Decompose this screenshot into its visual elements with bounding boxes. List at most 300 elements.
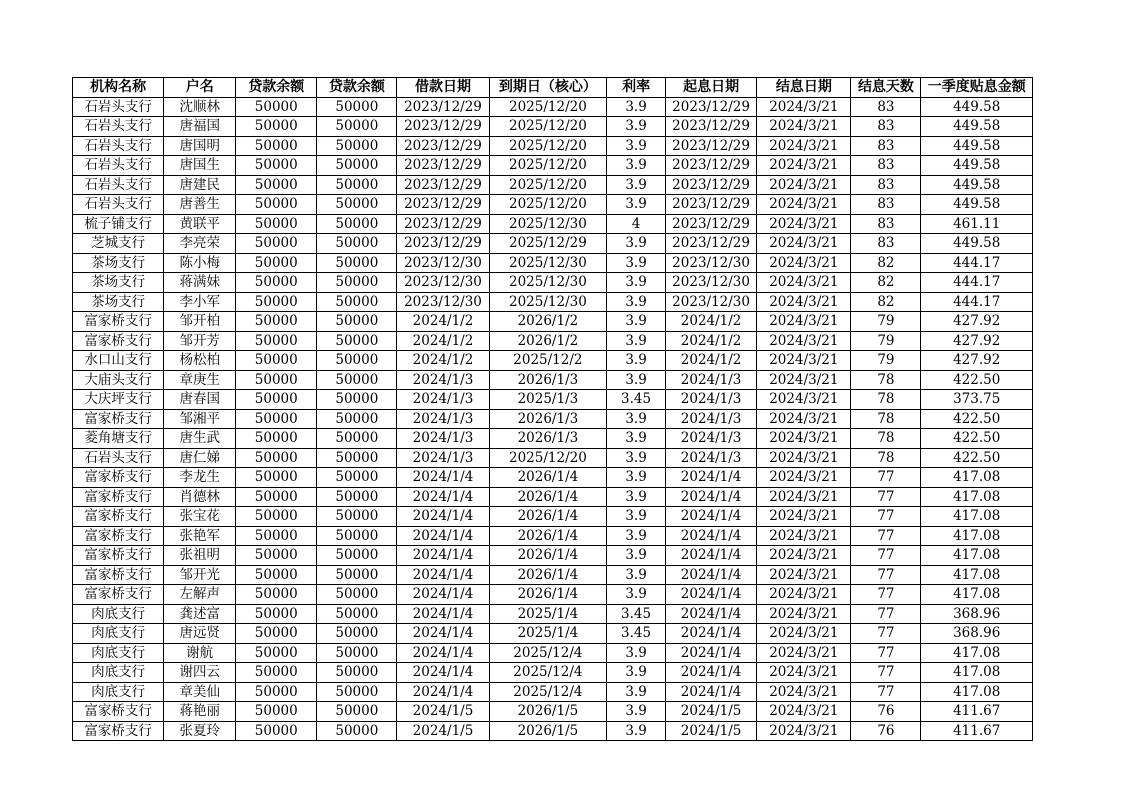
cell-settlement-days: 77 bbox=[851, 585, 921, 605]
cell-interest-rate: 3.9 bbox=[607, 546, 666, 566]
cell-loan-date: 2024/1/3 bbox=[397, 448, 489, 468]
cell-interest-rate: 3.9 bbox=[607, 292, 666, 312]
cell-interest-rate: 3.9 bbox=[607, 175, 666, 195]
cell-branch-name: 富家桥支行 bbox=[73, 331, 164, 351]
cell-settlement-date: 2024/3/21 bbox=[757, 292, 851, 312]
cell-settlement-date: 2024/3/21 bbox=[757, 448, 851, 468]
cell-account-name: 唐春国 bbox=[164, 390, 236, 410]
cell-loan-balance-2: 50000 bbox=[317, 175, 397, 195]
cell-branch-name: 肉底支行 bbox=[73, 643, 164, 663]
cell-value-date: 2024/1/5 bbox=[665, 721, 756, 741]
table-row bbox=[73, 331, 1033, 351]
cell-settlement-date: 2024/3/21 bbox=[757, 507, 851, 527]
cell-loan-date: 2024/1/3 bbox=[397, 409, 489, 429]
cell-account-name: 张宝花 bbox=[164, 507, 236, 527]
cell-loan-balance: 50000 bbox=[236, 507, 317, 527]
cell-maturity-date: 2025/12/20 bbox=[489, 136, 607, 156]
cell-q1-subsidy-amount: 427.92 bbox=[921, 331, 1033, 351]
cell-loan-balance: 50000 bbox=[236, 117, 317, 137]
cell-loan-balance: 50000 bbox=[236, 643, 317, 663]
cell-q1-subsidy-amount: 449.58 bbox=[921, 156, 1033, 176]
cell-loan-balance-2: 50000 bbox=[317, 97, 397, 117]
cell-loan-date: 2024/1/4 bbox=[397, 624, 489, 644]
cell-loan-balance-2: 50000 bbox=[317, 468, 397, 488]
table-row bbox=[73, 136, 1033, 156]
table-row bbox=[73, 585, 1033, 605]
cell-q1-subsidy-amount: 411.67 bbox=[921, 702, 1033, 722]
cell-interest-rate: 3.9 bbox=[607, 585, 666, 605]
cell-maturity-date: 2026/1/2 bbox=[489, 331, 607, 351]
cell-loan-balance: 50000 bbox=[236, 604, 317, 624]
cell-settlement-days: 77 bbox=[851, 565, 921, 585]
cell-account-name: 谢航 bbox=[164, 643, 236, 663]
cell-maturity-date: 2026/1/4 bbox=[489, 468, 607, 488]
cell-account-name: 唐国明 bbox=[164, 136, 236, 156]
cell-account-name: 张祖明 bbox=[164, 546, 236, 566]
cell-branch-name: 茶场支行 bbox=[73, 253, 164, 273]
cell-settlement-date: 2024/3/21 bbox=[757, 175, 851, 195]
cell-maturity-date: 2025/12/30 bbox=[489, 253, 607, 273]
cell-branch-name: 梳子铺支行 bbox=[73, 214, 164, 234]
cell-loan-balance-2: 50000 bbox=[317, 370, 397, 390]
cell-q1-subsidy-amount: 427.92 bbox=[921, 351, 1033, 371]
cell-interest-rate: 3.9 bbox=[607, 253, 666, 273]
cell-loan-date: 2024/1/4 bbox=[397, 682, 489, 702]
cell-settlement-days: 83 bbox=[851, 195, 921, 215]
cell-loan-date: 2023/12/30 bbox=[397, 273, 489, 293]
table-row bbox=[73, 156, 1033, 176]
cell-maturity-date: 2025/12/20 bbox=[489, 195, 607, 215]
cell-branch-name: 石岩头支行 bbox=[73, 175, 164, 195]
table-row bbox=[73, 702, 1033, 722]
cell-settlement-date: 2024/3/21 bbox=[757, 624, 851, 644]
cell-branch-name: 大庙头支行 bbox=[73, 370, 164, 390]
cell-value-date: 2024/1/4 bbox=[665, 526, 756, 546]
cell-settlement-date: 2024/3/21 bbox=[757, 234, 851, 254]
cell-loan-balance-2: 50000 bbox=[317, 331, 397, 351]
cell-loan-balance-2: 50000 bbox=[317, 234, 397, 254]
cell-interest-rate: 3.9 bbox=[607, 234, 666, 254]
cell-branch-name: 富家桥支行 bbox=[73, 546, 164, 566]
cell-settlement-days: 83 bbox=[851, 97, 921, 117]
cell-loan-balance-2: 50000 bbox=[317, 195, 397, 215]
cell-value-date: 2024/1/4 bbox=[665, 663, 756, 683]
cell-value-date: 2024/1/4 bbox=[665, 546, 756, 566]
cell-loan-balance-2: 50000 bbox=[317, 565, 397, 585]
cell-interest-rate: 3.9 bbox=[607, 409, 666, 429]
cell-settlement-date: 2024/3/21 bbox=[757, 331, 851, 351]
cell-q1-subsidy-amount: 422.50 bbox=[921, 448, 1033, 468]
table-row bbox=[73, 624, 1033, 644]
cell-account-name: 唐远贤 bbox=[164, 624, 236, 644]
cell-interest-rate: 3.9 bbox=[607, 370, 666, 390]
table-row bbox=[73, 565, 1033, 585]
header-loan-balance: 贷款余额 bbox=[236, 78, 317, 98]
cell-settlement-days: 83 bbox=[851, 175, 921, 195]
cell-value-date: 2023/12/29 bbox=[665, 175, 756, 195]
cell-account-name: 杨松柏 bbox=[164, 351, 236, 371]
cell-settlement-date: 2024/3/21 bbox=[757, 682, 851, 702]
cell-loan-date: 2024/1/2 bbox=[397, 351, 489, 371]
cell-maturity-date: 2026/1/4 bbox=[489, 487, 607, 507]
cell-loan-date: 2023/12/30 bbox=[397, 253, 489, 273]
cell-maturity-date: 2025/12/20 bbox=[489, 448, 607, 468]
cell-loan-balance: 50000 bbox=[236, 136, 317, 156]
cell-loan-balance-2: 50000 bbox=[317, 663, 397, 683]
cell-q1-subsidy-amount: 449.58 bbox=[921, 175, 1033, 195]
cell-settlement-days: 83 bbox=[851, 214, 921, 234]
cell-settlement-days: 79 bbox=[851, 312, 921, 332]
header-settlement-days: 结息天数 bbox=[851, 78, 921, 98]
cell-account-name: 张夏玲 bbox=[164, 721, 236, 741]
cell-settlement-days: 77 bbox=[851, 624, 921, 644]
cell-maturity-date: 2026/1/3 bbox=[489, 370, 607, 390]
cell-value-date: 2023/12/29 bbox=[665, 234, 756, 254]
cell-q1-subsidy-amount: 417.08 bbox=[921, 507, 1033, 527]
cell-q1-subsidy-amount: 444.17 bbox=[921, 253, 1033, 273]
cell-q1-subsidy-amount: 411.67 bbox=[921, 721, 1033, 741]
cell-settlement-date: 2024/3/21 bbox=[757, 136, 851, 156]
cell-q1-subsidy-amount: 373.75 bbox=[921, 390, 1033, 410]
cell-loan-balance-2: 50000 bbox=[317, 253, 397, 273]
cell-value-date: 2024/1/4 bbox=[665, 468, 756, 488]
cell-branch-name: 富家桥支行 bbox=[73, 565, 164, 585]
cell-branch-name: 芝城支行 bbox=[73, 234, 164, 254]
cell-settlement-days: 78 bbox=[851, 409, 921, 429]
cell-account-name: 黄联平 bbox=[164, 214, 236, 234]
cell-maturity-date: 2026/1/3 bbox=[489, 409, 607, 429]
cell-value-date: 2024/1/2 bbox=[665, 331, 756, 351]
cell-interest-rate: 3.9 bbox=[607, 507, 666, 527]
cell-settlement-date: 2024/3/21 bbox=[757, 585, 851, 605]
table-row bbox=[73, 409, 1033, 429]
cell-loan-balance-2: 50000 bbox=[317, 682, 397, 702]
cell-value-date: 2023/12/29 bbox=[665, 117, 756, 137]
cell-settlement-date: 2024/3/21 bbox=[757, 117, 851, 137]
cell-loan-balance: 50000 bbox=[236, 390, 317, 410]
cell-branch-name: 富家桥支行 bbox=[73, 526, 164, 546]
cell-account-name: 邹开芳 bbox=[164, 331, 236, 351]
cell-loan-balance: 50000 bbox=[236, 312, 317, 332]
cell-maturity-date: 2026/1/4 bbox=[489, 526, 607, 546]
header-account-name: 户名 bbox=[164, 78, 236, 98]
cell-value-date: 2023/12/29 bbox=[665, 214, 756, 234]
header-interest-rate: 利率 bbox=[607, 78, 666, 98]
cell-value-date: 2024/1/4 bbox=[665, 585, 756, 605]
cell-interest-rate: 3.9 bbox=[607, 351, 666, 371]
cell-settlement-days: 82 bbox=[851, 273, 921, 293]
table-body bbox=[73, 97, 1033, 741]
cell-loan-date: 2024/1/3 bbox=[397, 390, 489, 410]
cell-loan-date: 2024/1/4 bbox=[397, 643, 489, 663]
cell-loan-date: 2024/1/4 bbox=[397, 468, 489, 488]
cell-settlement-date: 2024/3/21 bbox=[757, 429, 851, 449]
cell-account-name: 唐国生 bbox=[164, 156, 236, 176]
cell-loan-balance-2: 50000 bbox=[317, 487, 397, 507]
cell-interest-rate: 3.9 bbox=[607, 526, 666, 546]
cell-loan-balance: 50000 bbox=[236, 487, 317, 507]
cell-loan-balance: 50000 bbox=[236, 253, 317, 273]
cell-value-date: 2024/1/4 bbox=[665, 643, 756, 663]
cell-maturity-date: 2026/1/4 bbox=[489, 585, 607, 605]
cell-settlement-days: 79 bbox=[851, 331, 921, 351]
cell-q1-subsidy-amount: 417.08 bbox=[921, 663, 1033, 683]
cell-q1-subsidy-amount: 368.96 bbox=[921, 604, 1033, 624]
cell-loan-balance-2: 50000 bbox=[317, 156, 397, 176]
header-q1-subsidy-amount: 一季度贴息金额 bbox=[921, 78, 1033, 98]
cell-settlement-date: 2024/3/21 bbox=[757, 546, 851, 566]
cell-maturity-date: 2026/1/4 bbox=[489, 507, 607, 527]
cell-loan-date: 2023/12/29 bbox=[397, 117, 489, 137]
cell-loan-balance: 50000 bbox=[236, 292, 317, 312]
cell-loan-balance: 50000 bbox=[236, 409, 317, 429]
cell-account-name: 邹开柏 bbox=[164, 312, 236, 332]
cell-interest-rate: 3.9 bbox=[607, 702, 666, 722]
cell-settlement-date: 2024/3/21 bbox=[757, 643, 851, 663]
cell-value-date: 2024/1/5 bbox=[665, 702, 756, 722]
cell-loan-balance-2: 50000 bbox=[317, 136, 397, 156]
cell-q1-subsidy-amount: 422.50 bbox=[921, 370, 1033, 390]
table-row bbox=[73, 429, 1033, 449]
table-row bbox=[73, 663, 1033, 683]
cell-maturity-date: 2025/12/29 bbox=[489, 234, 607, 254]
cell-loan-date: 2024/1/4 bbox=[397, 507, 489, 527]
cell-settlement-days: 77 bbox=[851, 468, 921, 488]
cell-maturity-date: 2025/12/30 bbox=[489, 214, 607, 234]
cell-settlement-days: 76 bbox=[851, 702, 921, 722]
cell-settlement-date: 2024/3/21 bbox=[757, 312, 851, 332]
cell-branch-name: 富家桥支行 bbox=[73, 507, 164, 527]
table-row bbox=[73, 390, 1033, 410]
cell-account-name: 陈小梅 bbox=[164, 253, 236, 273]
cell-value-date: 2024/1/2 bbox=[665, 351, 756, 371]
header-loan-balance-2: 贷款余额 bbox=[317, 78, 397, 98]
cell-settlement-days: 83 bbox=[851, 156, 921, 176]
cell-loan-date: 2024/1/4 bbox=[397, 604, 489, 624]
table-row bbox=[73, 487, 1033, 507]
cell-interest-rate: 3.9 bbox=[607, 487, 666, 507]
cell-q1-subsidy-amount: 461.11 bbox=[921, 214, 1033, 234]
cell-interest-rate: 3.9 bbox=[607, 448, 666, 468]
cell-settlement-days: 77 bbox=[851, 526, 921, 546]
cell-branch-name: 富家桥支行 bbox=[73, 468, 164, 488]
cell-q1-subsidy-amount: 449.58 bbox=[921, 195, 1033, 215]
cell-value-date: 2024/1/4 bbox=[665, 507, 756, 527]
cell-settlement-date: 2024/3/21 bbox=[757, 663, 851, 683]
table-row bbox=[73, 448, 1033, 468]
cell-maturity-date: 2025/12/20 bbox=[489, 175, 607, 195]
cell-loan-balance: 50000 bbox=[236, 214, 317, 234]
cell-settlement-days: 76 bbox=[851, 721, 921, 741]
table-row bbox=[73, 214, 1033, 234]
cell-branch-name: 富家桥支行 bbox=[73, 312, 164, 332]
cell-settlement-days: 83 bbox=[851, 117, 921, 137]
cell-settlement-days: 77 bbox=[851, 682, 921, 702]
cell-branch-name: 石岩头支行 bbox=[73, 117, 164, 137]
table-row bbox=[73, 604, 1033, 624]
cell-loan-date: 2023/12/29 bbox=[397, 97, 489, 117]
cell-loan-date: 2024/1/4 bbox=[397, 526, 489, 546]
cell-settlement-days: 78 bbox=[851, 370, 921, 390]
cell-settlement-days: 78 bbox=[851, 448, 921, 468]
cell-loan-balance-2: 50000 bbox=[317, 429, 397, 449]
cell-value-date: 2024/1/4 bbox=[665, 604, 756, 624]
cell-interest-rate: 3.45 bbox=[607, 624, 666, 644]
table-row bbox=[73, 175, 1033, 195]
cell-q1-subsidy-amount: 444.17 bbox=[921, 292, 1033, 312]
cell-account-name: 蒋满妹 bbox=[164, 273, 236, 293]
cell-loan-balance-2: 50000 bbox=[317, 214, 397, 234]
cell-loan-balance-2: 50000 bbox=[317, 448, 397, 468]
cell-account-name: 李亮荣 bbox=[164, 234, 236, 254]
cell-account-name: 蒋艳丽 bbox=[164, 702, 236, 722]
cell-account-name: 左解声 bbox=[164, 585, 236, 605]
header-branch-name: 机构名称 bbox=[73, 78, 164, 98]
cell-maturity-date: 2025/12/4 bbox=[489, 643, 607, 663]
cell-interest-rate: 3.9 bbox=[607, 117, 666, 137]
cell-maturity-date: 2026/1/3 bbox=[489, 429, 607, 449]
cell-value-date: 2024/1/4 bbox=[665, 624, 756, 644]
cell-q1-subsidy-amount: 417.08 bbox=[921, 526, 1033, 546]
cell-loan-date: 2024/1/4 bbox=[397, 565, 489, 585]
cell-value-date: 2024/1/3 bbox=[665, 409, 756, 429]
cell-settlement-days: 77 bbox=[851, 487, 921, 507]
cell-q1-subsidy-amount: 427.92 bbox=[921, 312, 1033, 332]
cell-account-name: 沈顺林 bbox=[164, 97, 236, 117]
cell-interest-rate: 3.9 bbox=[607, 682, 666, 702]
table-row bbox=[73, 97, 1033, 117]
cell-loan-balance: 50000 bbox=[236, 585, 317, 605]
cell-account-name: 唐仁娣 bbox=[164, 448, 236, 468]
cell-maturity-date: 2026/1/4 bbox=[489, 565, 607, 585]
cell-maturity-date: 2025/12/20 bbox=[489, 156, 607, 176]
cell-maturity-date: 2025/12/4 bbox=[489, 682, 607, 702]
cell-q1-subsidy-amount: 417.08 bbox=[921, 643, 1033, 663]
cell-loan-balance: 50000 bbox=[236, 526, 317, 546]
cell-loan-balance-2: 50000 bbox=[317, 351, 397, 371]
cell-interest-rate: 3.9 bbox=[607, 429, 666, 449]
cell-settlement-days: 77 bbox=[851, 643, 921, 663]
cell-loan-balance: 50000 bbox=[236, 273, 317, 293]
cell-interest-rate: 3.9 bbox=[607, 273, 666, 293]
table-row bbox=[73, 526, 1033, 546]
cell-loan-balance: 50000 bbox=[236, 97, 317, 117]
cell-loan-balance: 50000 bbox=[236, 351, 317, 371]
cell-maturity-date: 2025/12/20 bbox=[489, 97, 607, 117]
cell-branch-name: 石岩头支行 bbox=[73, 156, 164, 176]
cell-branch-name: 富家桥支行 bbox=[73, 702, 164, 722]
cell-branch-name: 石岩头支行 bbox=[73, 448, 164, 468]
cell-branch-name: 石岩头支行 bbox=[73, 97, 164, 117]
cell-loan-balance-2: 50000 bbox=[317, 312, 397, 332]
cell-settlement-date: 2024/3/21 bbox=[757, 214, 851, 234]
cell-branch-name: 茶场支行 bbox=[73, 292, 164, 312]
cell-loan-date: 2023/12/30 bbox=[397, 292, 489, 312]
cell-account-name: 章美仙 bbox=[164, 682, 236, 702]
subsidy-table bbox=[72, 77, 1033, 741]
cell-settlement-date: 2024/3/21 bbox=[757, 468, 851, 488]
cell-value-date: 2024/1/3 bbox=[665, 390, 756, 410]
cell-branch-name: 茶场支行 bbox=[73, 273, 164, 293]
table-row bbox=[73, 195, 1033, 215]
cell-loan-balance-2: 50000 bbox=[317, 292, 397, 312]
cell-loan-date: 2023/12/29 bbox=[397, 234, 489, 254]
cell-q1-subsidy-amount: 449.58 bbox=[921, 234, 1033, 254]
cell-q1-subsidy-amount: 422.50 bbox=[921, 409, 1033, 429]
cell-value-date: 2024/1/3 bbox=[665, 448, 756, 468]
cell-loan-balance-2: 50000 bbox=[317, 546, 397, 566]
cell-settlement-date: 2024/3/21 bbox=[757, 370, 851, 390]
cell-interest-rate: 3.9 bbox=[607, 136, 666, 156]
cell-maturity-date: 2026/1/4 bbox=[489, 546, 607, 566]
cell-branch-name: 石岩头支行 bbox=[73, 136, 164, 156]
cell-settlement-date: 2024/3/21 bbox=[757, 195, 851, 215]
cell-settlement-date: 2024/3/21 bbox=[757, 97, 851, 117]
cell-branch-name: 富家桥支行 bbox=[73, 721, 164, 741]
cell-maturity-date: 2025/1/4 bbox=[489, 604, 607, 624]
cell-value-date: 2023/12/29 bbox=[665, 195, 756, 215]
cell-account-name: 唐善生 bbox=[164, 195, 236, 215]
cell-loan-balance: 50000 bbox=[236, 195, 317, 215]
cell-maturity-date: 2025/1/4 bbox=[489, 624, 607, 644]
cell-value-date: 2024/1/3 bbox=[665, 370, 756, 390]
cell-branch-name: 肉底支行 bbox=[73, 682, 164, 702]
cell-settlement-days: 78 bbox=[851, 429, 921, 449]
cell-q1-subsidy-amount: 417.08 bbox=[921, 585, 1033, 605]
cell-settlement-days: 77 bbox=[851, 604, 921, 624]
cell-account-name: 唐建民 bbox=[164, 175, 236, 195]
cell-value-date: 2024/1/3 bbox=[665, 429, 756, 449]
cell-loan-balance-2: 50000 bbox=[317, 507, 397, 527]
cell-value-date: 2024/1/4 bbox=[665, 565, 756, 585]
cell-settlement-date: 2024/3/21 bbox=[757, 390, 851, 410]
table-row bbox=[73, 507, 1033, 527]
cell-interest-rate: 3.9 bbox=[607, 97, 666, 117]
cell-loan-balance: 50000 bbox=[236, 234, 317, 254]
cell-loan-date: 2024/1/4 bbox=[397, 585, 489, 605]
cell-branch-name: 富家桥支行 bbox=[73, 585, 164, 605]
cell-value-date: 2023/12/29 bbox=[665, 136, 756, 156]
cell-loan-balance-2: 50000 bbox=[317, 721, 397, 741]
cell-loan-balance-2: 50000 bbox=[317, 643, 397, 663]
cell-branch-name: 富家桥支行 bbox=[73, 409, 164, 429]
cell-interest-rate: 3.9 bbox=[607, 156, 666, 176]
cell-loan-balance-2: 50000 bbox=[317, 390, 397, 410]
cell-settlement-date: 2024/3/21 bbox=[757, 487, 851, 507]
table-row bbox=[73, 643, 1033, 663]
cell-loan-balance-2: 50000 bbox=[317, 585, 397, 605]
cell-value-date: 2023/12/30 bbox=[665, 253, 756, 273]
cell-loan-balance: 50000 bbox=[236, 468, 317, 488]
cell-settlement-date: 2024/3/21 bbox=[757, 526, 851, 546]
cell-interest-rate: 3.45 bbox=[607, 604, 666, 624]
header-row bbox=[73, 78, 1033, 98]
cell-value-date: 2023/12/30 bbox=[665, 292, 756, 312]
cell-value-date: 2023/12/29 bbox=[665, 97, 756, 117]
cell-settlement-days: 77 bbox=[851, 546, 921, 566]
header-value-date: 起息日期 bbox=[665, 78, 756, 98]
cell-q1-subsidy-amount: 417.08 bbox=[921, 565, 1033, 585]
cell-loan-balance: 50000 bbox=[236, 565, 317, 585]
cell-branch-name: 肉底支行 bbox=[73, 663, 164, 683]
cell-loan-date: 2024/1/3 bbox=[397, 429, 489, 449]
cell-loan-date: 2023/12/29 bbox=[397, 156, 489, 176]
cell-loan-date: 2023/12/29 bbox=[397, 195, 489, 215]
cell-account-name: 李小军 bbox=[164, 292, 236, 312]
table-row bbox=[73, 468, 1033, 488]
cell-branch-name: 肉底支行 bbox=[73, 604, 164, 624]
cell-interest-rate: 3.9 bbox=[607, 195, 666, 215]
